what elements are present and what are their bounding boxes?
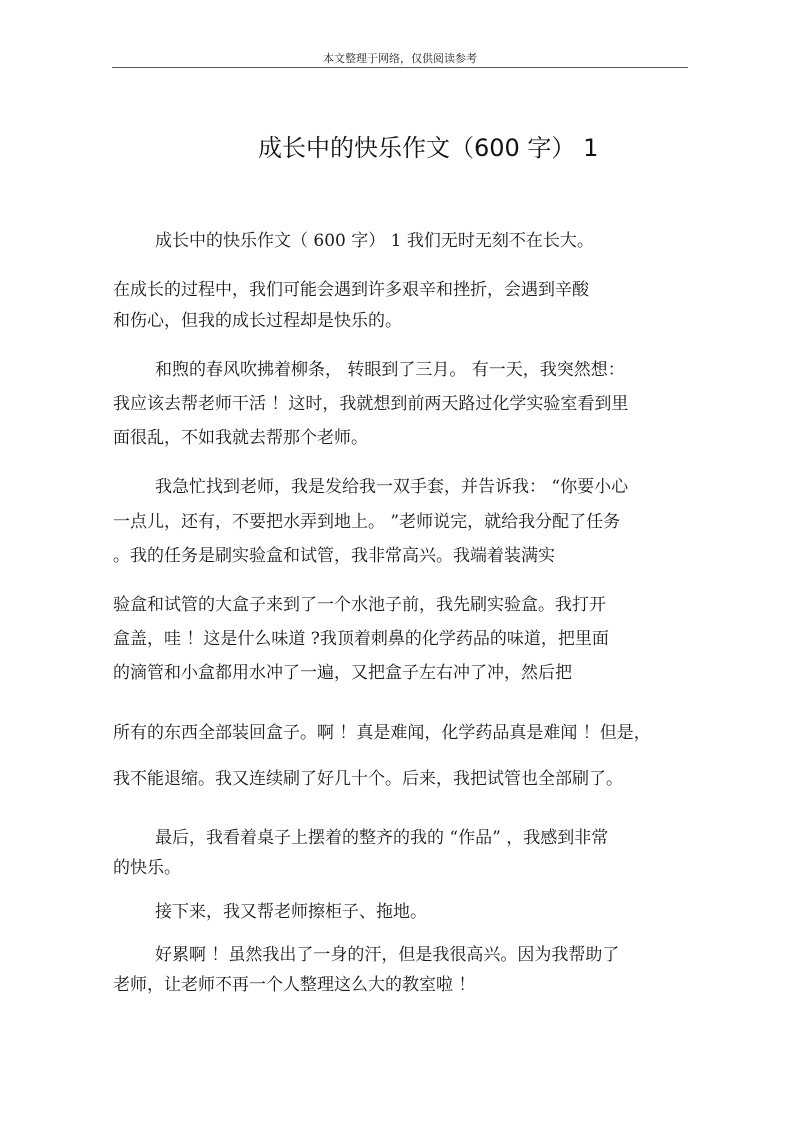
body-line: 一点儿，还有，不要把水弄到地上。 ”老师说完，就给我分配了任务 [113, 512, 621, 532]
body-line: 所有的东西全部装回盒子。啊 ！真是难闻，化学药品真是难闻 ！但是， [113, 723, 651, 743]
body-line: 我急忙找到老师，我是发给我一双手套，并告诉我： “你要小心 [155, 477, 629, 497]
body-line: 和伤心，但我的成长过程却是快乐的。 [113, 311, 402, 331]
body-line: 好累啊 ！虽然我出了一身的汗，但是我很高兴。因为我帮助了 [155, 945, 620, 965]
body-line: 。我的任务是刷实验盒和试管，我非常高兴。我端着装满实 [113, 546, 555, 566]
body-line: 和煦的春风吹拂着柳条， 转眼到了三月。 有一天，我突然想： [155, 360, 625, 380]
body-line: 的快乐。 [113, 858, 181, 878]
header-note: 本文整理于网络，仅供阅读参考 [323, 52, 477, 65]
body-line: 最后，我看着桌子上摆着的整齐的我的 “作品” ，我感到非常 [155, 828, 609, 848]
body-line: 在成长的过程中，我们可能会遇到许多艰辛和挫折，会遇到辛酸 [113, 280, 589, 300]
body-line: 成长中的快乐作文（ 600 字） 1 我们无时无刻不在长大。 [155, 231, 594, 251]
body-line: 我应该去帮老师干活 ！这时，我就想到前两天路过化学实验室看到里 [113, 394, 629, 414]
document-title: 成长中的快乐作文（600 字） 1 [258, 134, 599, 162]
body-line: 我不能退缩。我又连续刷了好几十个。后来，我把试管也全部刷了。 [113, 769, 623, 789]
body-line: 接下来，我又帮老师擦柜子、拖地。 [155, 902, 427, 922]
body-line: 盒盖，哇 ！这是什么味道 ?我顶着刺鼻的化学药品的味道，把里面 [113, 629, 609, 649]
header-divider [112, 67, 688, 68]
body-line: 面很乱，不如我就去帮那个老师。 [113, 428, 368, 448]
body-line: 老师，让老师不再一个人整理这么大的教室啦 ！ [113, 975, 476, 995]
body-line: 验盒和试管的大盒子来到了一个水池子前，我先刷实验盒。我打开 [113, 595, 606, 615]
body-line: 的滴管和小盒都用水冲了一遍，又把盒子左右冲了冲，然后把 [113, 663, 572, 683]
